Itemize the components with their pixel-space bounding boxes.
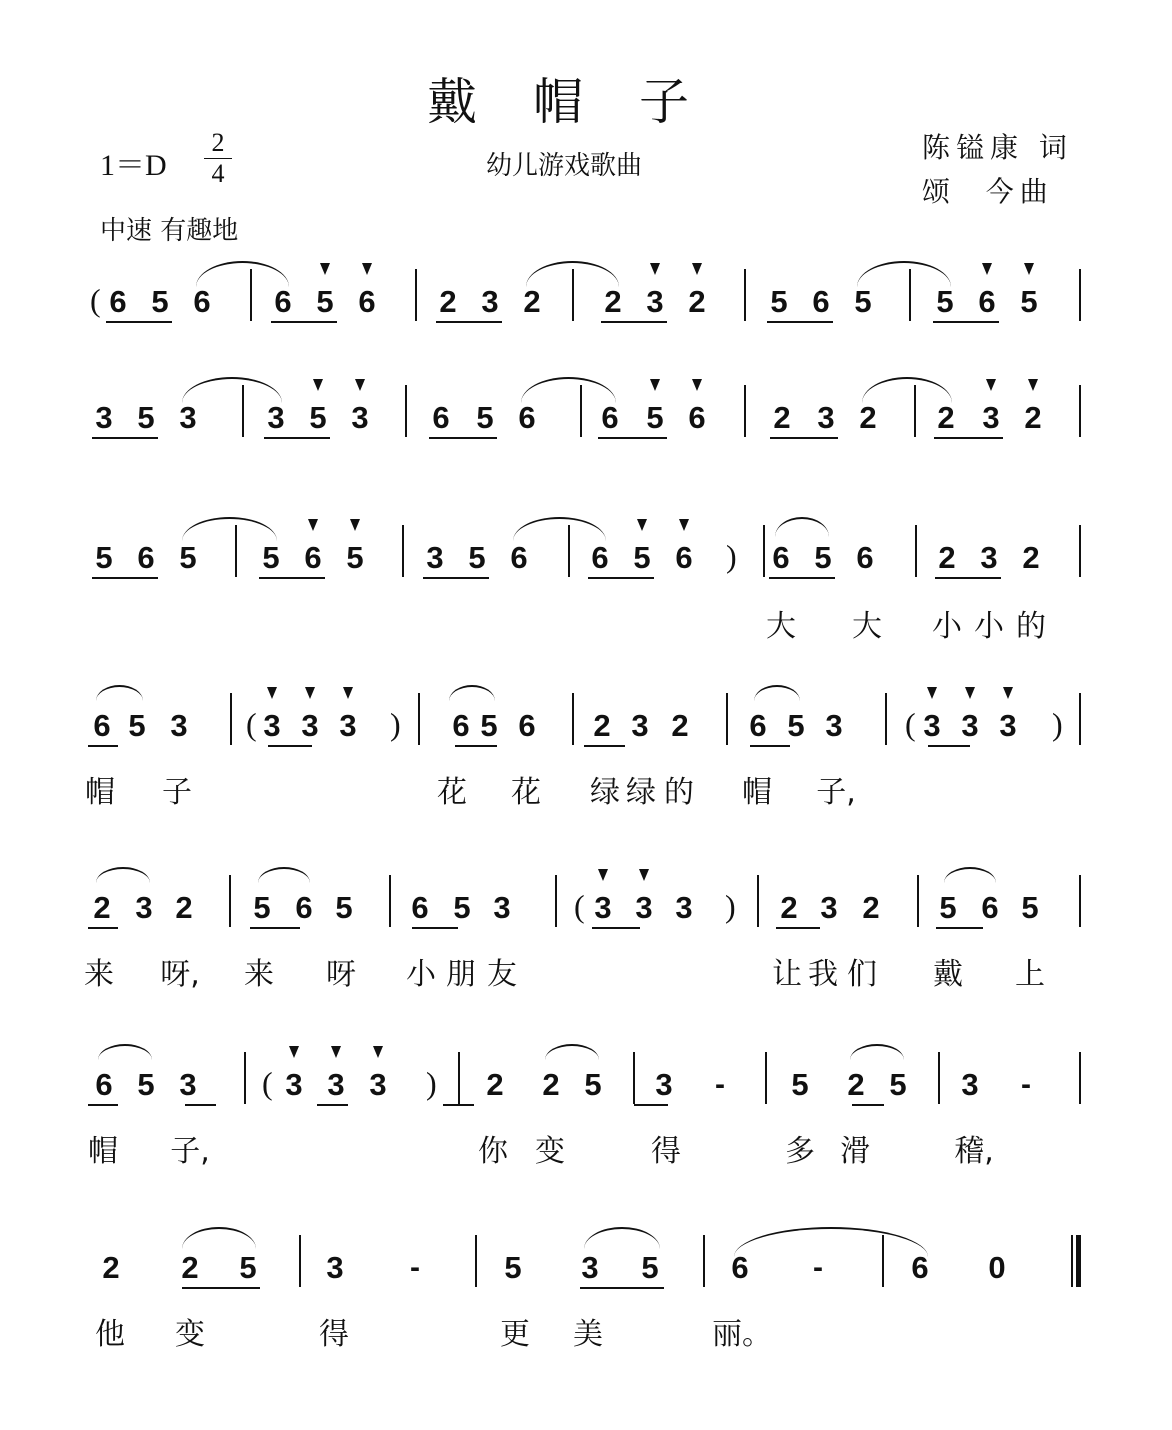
eighth-underline <box>852 1104 884 1106</box>
barline <box>1079 525 1081 577</box>
time-signature-bottom: 4 <box>211 159 225 188</box>
slur-arc <box>734 1227 928 1257</box>
note-5: 5 <box>476 400 494 435</box>
barline <box>230 693 232 745</box>
rest-dash: - <box>410 1251 420 1284</box>
note-2: 2 <box>937 400 955 435</box>
eighth-underline <box>455 745 497 747</box>
note-5: 5 <box>316 284 334 319</box>
eighth-underline <box>88 927 118 929</box>
eighth-underline <box>88 745 118 747</box>
lyric-syllable: 朋 <box>446 957 476 992</box>
staccato-accent-icon <box>927 687 937 699</box>
lyric-syllable: 多 <box>785 1134 815 1169</box>
slur-arc <box>850 1044 904 1060</box>
note-6: 6 <box>981 890 999 925</box>
slur-arc <box>96 685 143 701</box>
note-3: 3 <box>351 400 369 435</box>
note-3: 3 <box>267 400 285 435</box>
eighth-underline <box>776 927 820 929</box>
note-5: 5 <box>641 1250 659 1285</box>
note-2: 2 <box>102 1250 120 1285</box>
note-5: 5 <box>936 284 954 319</box>
slur-arc <box>521 377 616 403</box>
note-6: 6 <box>518 708 536 743</box>
staccato-accent-icon <box>289 1046 299 1058</box>
barline <box>915 525 917 577</box>
slur-arc <box>98 1044 152 1060</box>
barline <box>458 1052 460 1104</box>
note-6: 6 <box>432 400 450 435</box>
barline <box>1079 1052 1081 1104</box>
note-3: 3 <box>135 890 153 925</box>
note-5: 5 <box>309 400 327 435</box>
eighth-underline <box>580 1287 664 1289</box>
barline <box>418 693 420 745</box>
note-3: 3 <box>326 1250 344 1285</box>
note-6: 6 <box>452 708 470 743</box>
open-paren: ( <box>90 282 101 318</box>
note-2: 2 <box>859 400 877 435</box>
open-paren: ( <box>246 706 257 742</box>
lyric-syllable: 美 <box>573 1317 603 1352</box>
lyric-syllable: 更 <box>500 1317 530 1352</box>
lyric-syllable: 稽, <box>954 1134 994 1169</box>
lyric-syllable: 的 <box>1016 609 1046 644</box>
eighth-underline <box>185 1104 216 1106</box>
note-3: 3 <box>179 400 197 435</box>
eighth-underline <box>770 437 838 439</box>
close-paren: ) <box>726 538 737 574</box>
note-5: 5 <box>128 708 146 743</box>
note-5: 5 <box>854 284 872 319</box>
lyric-syllable: 友 <box>487 957 517 992</box>
barline <box>938 1052 940 1104</box>
eighth-underline <box>443 1104 474 1106</box>
note-5: 5 <box>253 890 271 925</box>
slur-arc <box>449 685 495 701</box>
lyric-syllable: 滑 <box>840 1134 870 1169</box>
note-6: 6 <box>675 540 693 575</box>
note-3: 3 <box>675 890 693 925</box>
note-5: 5 <box>791 1067 809 1102</box>
note-3: 3 <box>923 708 941 743</box>
note-3: 3 <box>825 708 843 743</box>
note-6: 6 <box>358 284 376 319</box>
time-signature <box>204 130 232 187</box>
barline <box>885 693 887 745</box>
note-2: 2 <box>604 284 622 319</box>
note-6: 6 <box>688 400 706 435</box>
barline <box>726 693 728 745</box>
note-3: 3 <box>646 284 664 319</box>
rest-dash: - <box>813 1251 823 1284</box>
eighth-underline <box>936 927 983 929</box>
lyric-syllable: 帽 <box>88 1134 118 1169</box>
lyric-syllable: 花 <box>511 775 541 810</box>
note-5: 5 <box>468 540 486 575</box>
eighth-underline <box>88 1104 118 1106</box>
note-2: 2 <box>773 400 791 435</box>
staccato-accent-icon <box>355 379 365 391</box>
staccato-accent-icon <box>982 263 992 275</box>
note-5: 5 <box>939 890 957 925</box>
rest-dash: - <box>715 1068 725 1101</box>
lyric-syllable: 小 <box>974 609 1004 644</box>
note-2: 2 <box>486 1067 504 1102</box>
barline <box>763 525 765 577</box>
lyric-syllable: 丽。 <box>712 1317 772 1352</box>
staccato-accent-icon <box>305 687 315 699</box>
lyric-syllable: 让 <box>772 957 802 992</box>
barline <box>1079 875 1081 927</box>
slur-arc <box>182 377 282 403</box>
note-6: 6 <box>510 540 528 575</box>
note-3: 3 <box>179 1067 197 1102</box>
note-3: 3 <box>263 708 281 743</box>
note-2: 2 <box>671 708 689 743</box>
final-barline-thin <box>1071 1235 1073 1287</box>
eighth-underline <box>601 321 667 323</box>
barline <box>244 1052 246 1104</box>
note-5: 5 <box>151 284 169 319</box>
note-5: 5 <box>262 540 280 575</box>
note-5: 5 <box>239 1250 257 1285</box>
staccato-accent-icon <box>320 263 330 275</box>
staccato-accent-icon <box>637 519 647 531</box>
slur-arc <box>196 261 289 287</box>
eighth-underline <box>317 1104 348 1106</box>
eighth-underline <box>264 437 330 439</box>
note-5: 5 <box>95 540 113 575</box>
tempo-marking: 中速 有趣地 <box>100 216 239 246</box>
barline <box>765 1052 767 1104</box>
staccato-accent-icon <box>965 687 975 699</box>
barline <box>744 385 746 437</box>
note-3: 3 <box>594 890 612 925</box>
lyric-syllable: 大 <box>766 609 796 644</box>
lyric-syllable: 来 <box>244 957 274 992</box>
note-2: 2 <box>847 1067 865 1102</box>
staccato-accent-icon <box>373 1046 383 1058</box>
close-paren: ) <box>1052 706 1063 742</box>
note-3: 3 <box>635 890 653 925</box>
lyric-syllable: 你 <box>478 1134 508 1169</box>
lyric-syllable: 来 <box>84 957 114 992</box>
eighth-underline <box>436 321 502 323</box>
note-3: 3 <box>426 540 444 575</box>
note-2: 2 <box>593 708 611 743</box>
eighth-underline <box>934 437 1003 439</box>
note-5: 5 <box>504 1250 522 1285</box>
barline <box>703 1235 705 1287</box>
note-5: 5 <box>453 890 471 925</box>
lyric-syllable: 我 <box>808 957 838 992</box>
note-6: 6 <box>731 1250 749 1285</box>
note-6: 6 <box>772 540 790 575</box>
final-barline-thick <box>1076 1235 1081 1287</box>
note-6: 6 <box>518 400 536 435</box>
lyric-syllable: 小 <box>406 957 436 992</box>
note-6: 6 <box>856 540 874 575</box>
staccato-accent-icon <box>267 687 277 699</box>
lyric-syllable: 他 <box>95 1317 125 1352</box>
slur-arc <box>182 517 277 541</box>
eighth-underline <box>423 577 489 579</box>
lyric-syllable: 上 <box>1015 957 1045 992</box>
staccato-accent-icon <box>350 519 360 531</box>
staccato-accent-icon <box>1003 687 1013 699</box>
eighth-underline <box>250 927 300 929</box>
note-6: 6 <box>109 284 127 319</box>
lyric-syllable: 子 <box>162 775 192 810</box>
barline <box>475 1235 477 1287</box>
lyric-syllable: 变 <box>175 1317 205 1352</box>
note-6: 6 <box>749 708 767 743</box>
note-3: 3 <box>999 708 1017 743</box>
staccato-accent-icon <box>598 869 608 881</box>
eighth-underline <box>584 745 625 747</box>
note-3: 3 <box>980 540 998 575</box>
barline <box>389 875 391 927</box>
note-3: 3 <box>301 708 319 743</box>
eighth-underline <box>259 577 325 579</box>
note-5: 5 <box>137 400 155 435</box>
slur-arc <box>513 517 606 541</box>
eighth-underline <box>429 437 497 439</box>
note-2: 2 <box>93 890 111 925</box>
eighth-underline <box>271 321 337 323</box>
barline <box>555 875 557 927</box>
lyric-syllable: 变 <box>535 1134 565 1169</box>
barline <box>1079 269 1081 321</box>
lyric-syllable: 大 <box>852 609 882 644</box>
barline <box>402 525 404 577</box>
lyric-syllable: 戴 <box>933 957 963 992</box>
note-3: 3 <box>170 708 188 743</box>
note-5: 5 <box>584 1067 602 1102</box>
eighth-underline <box>769 577 835 579</box>
eighth-underline <box>182 1287 260 1289</box>
note-3: 3 <box>481 284 499 319</box>
note-6: 6 <box>411 890 429 925</box>
note-3: 3 <box>339 708 357 743</box>
note-5: 5 <box>1021 890 1039 925</box>
barline <box>744 269 746 321</box>
note-5: 5 <box>480 708 498 743</box>
note-3: 3 <box>369 1067 387 1102</box>
note-5: 5 <box>179 540 197 575</box>
time-signature-top: 2 <box>211 128 225 157</box>
lyric-syllable: 子, <box>816 775 856 810</box>
slur-arc <box>857 261 951 287</box>
slur-arc <box>258 867 310 883</box>
note-3: 3 <box>327 1067 345 1102</box>
barline <box>299 1235 301 1287</box>
note-6: 6 <box>591 540 609 575</box>
note-5: 5 <box>787 708 805 743</box>
note-5: 5 <box>646 400 664 435</box>
staccato-accent-icon <box>1024 263 1034 275</box>
barline <box>415 269 417 321</box>
eighth-underline <box>928 745 970 747</box>
note-6: 6 <box>601 400 619 435</box>
note-3: 3 <box>655 1067 673 1102</box>
note-5: 5 <box>770 284 788 319</box>
lyric-syllable: 绿 <box>626 775 656 810</box>
lyric-syllable: 呀, <box>160 957 200 992</box>
note-2: 2 <box>523 284 541 319</box>
note-0: 0 <box>988 1250 1006 1285</box>
lyric-syllable: 得 <box>651 1134 681 1169</box>
note-3: 3 <box>95 400 113 435</box>
staccato-accent-icon <box>362 263 372 275</box>
note-2: 2 <box>780 890 798 925</box>
song-title: 戴帽子 <box>427 73 745 131</box>
lyric-syllable: 帽 <box>85 775 115 810</box>
barline <box>1079 693 1081 745</box>
eighth-underline <box>935 577 1001 579</box>
eighth-underline <box>106 321 172 323</box>
slur-arc <box>96 867 150 883</box>
note-6: 6 <box>978 284 996 319</box>
note-2: 2 <box>938 540 956 575</box>
staccato-accent-icon <box>986 379 996 391</box>
note-3: 3 <box>285 1067 303 1102</box>
slur-arc <box>754 685 800 701</box>
eighth-underline <box>268 745 312 747</box>
note-6: 6 <box>193 284 211 319</box>
slur-arc <box>526 261 619 287</box>
note-3: 3 <box>493 890 511 925</box>
note-3: 3 <box>961 708 979 743</box>
note-6: 6 <box>95 1067 113 1102</box>
close-paren: ) <box>426 1065 437 1101</box>
slur-arc <box>584 1227 660 1249</box>
eighth-underline <box>598 437 667 439</box>
lyric-syllable: 小 <box>932 609 962 644</box>
eighth-underline <box>92 437 158 439</box>
note-6: 6 <box>295 890 313 925</box>
staccato-accent-icon <box>1028 379 1038 391</box>
note-5: 5 <box>1020 284 1038 319</box>
barline <box>405 385 407 437</box>
eighth-underline <box>92 577 158 579</box>
open-paren: ( <box>905 706 916 742</box>
eighth-underline <box>750 745 790 747</box>
slur-arc <box>862 377 952 403</box>
note-5: 5 <box>633 540 651 575</box>
barline <box>917 875 919 927</box>
note-2: 2 <box>688 284 706 319</box>
close-paren: ) <box>725 888 736 924</box>
slur-arc <box>182 1227 256 1249</box>
lyric-syllable: 花 <box>437 775 467 810</box>
note-6: 6 <box>274 284 292 319</box>
eighth-underline <box>412 927 458 929</box>
staccato-accent-icon <box>308 519 318 531</box>
staccato-accent-icon <box>692 379 702 391</box>
rest-dash: - <box>1021 1068 1031 1101</box>
note-3: 3 <box>581 1250 599 1285</box>
note-5: 5 <box>335 890 353 925</box>
note-2: 2 <box>181 1250 199 1285</box>
slur-arc <box>944 867 996 883</box>
slur-arc <box>545 1044 599 1060</box>
barline <box>572 693 574 745</box>
lyric-syllable: 呀 <box>326 957 356 992</box>
open-paren: ( <box>574 888 585 924</box>
note-2: 2 <box>1024 400 1042 435</box>
eighth-underline <box>767 321 833 323</box>
note-6: 6 <box>137 540 155 575</box>
staccato-accent-icon <box>331 1046 341 1058</box>
note-5: 5 <box>346 540 364 575</box>
note-2: 2 <box>1022 540 1040 575</box>
note-2: 2 <box>439 284 457 319</box>
staccato-accent-icon <box>650 263 660 275</box>
note-6: 6 <box>304 540 322 575</box>
barline <box>633 1052 635 1104</box>
slur-arc <box>775 517 829 537</box>
lyric-syllable: 得 <box>319 1317 349 1352</box>
note-3: 3 <box>961 1067 979 1102</box>
lyric-syllable: 绿 <box>590 775 620 810</box>
staccato-accent-icon <box>679 519 689 531</box>
note-3: 3 <box>982 400 1000 435</box>
open-paren: ( <box>262 1065 273 1101</box>
eighth-underline <box>634 1104 668 1106</box>
note-6: 6 <box>911 1250 929 1285</box>
note-3: 3 <box>820 890 838 925</box>
note-6: 6 <box>93 708 111 743</box>
staccato-accent-icon <box>692 263 702 275</box>
barline <box>1079 385 1081 437</box>
staccato-accent-icon <box>650 379 660 391</box>
barline <box>229 875 231 927</box>
staccato-accent-icon <box>343 687 353 699</box>
lyric-syllable: 们 <box>847 957 877 992</box>
note-3: 3 <box>817 400 835 435</box>
note-3: 3 <box>631 708 649 743</box>
eighth-underline <box>592 927 640 929</box>
composer-credit: 颂 今曲 <box>922 175 1054 208</box>
eighth-underline <box>588 577 654 579</box>
close-paren: ) <box>390 706 401 742</box>
note-5: 5 <box>814 540 832 575</box>
note-2: 2 <box>542 1067 560 1102</box>
staccato-accent-icon <box>313 379 323 391</box>
note-2: 2 <box>862 890 880 925</box>
lyric-syllable: 的 <box>664 775 694 810</box>
key-signature: 1＝D <box>100 149 167 182</box>
lyricist-credit: 陈镒康 词 <box>922 131 1073 164</box>
note-5: 5 <box>137 1067 155 1102</box>
note-5: 5 <box>889 1067 907 1102</box>
note-2: 2 <box>175 890 193 925</box>
barline <box>757 875 759 927</box>
subtitle: 幼儿游戏歌曲 <box>486 151 643 181</box>
eighth-underline <box>933 321 999 323</box>
staccato-accent-icon <box>639 869 649 881</box>
note-6: 6 <box>812 284 830 319</box>
lyric-syllable: 子, <box>170 1134 210 1169</box>
lyric-syllable: 帽 <box>742 775 772 810</box>
